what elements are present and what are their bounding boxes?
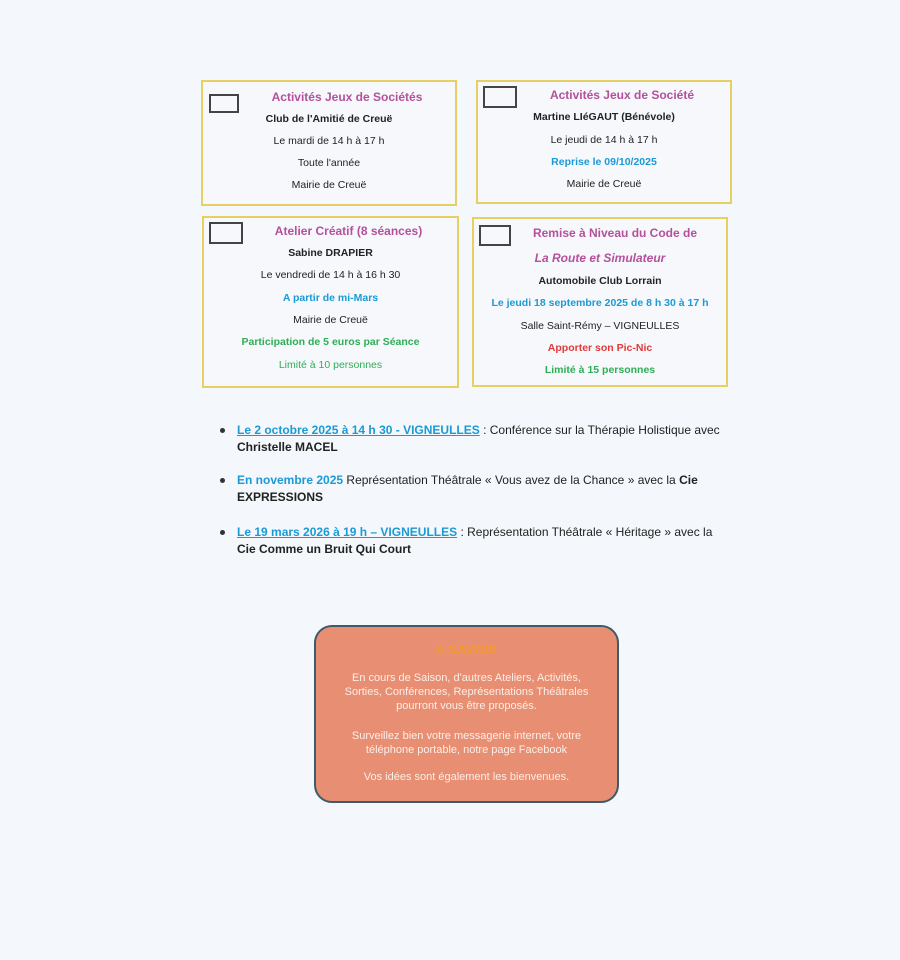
- card-jeux-societes-creue: [201, 80, 457, 206]
- card-bring: Apporter son Pic-Nic: [547, 342, 653, 354]
- info-paragraph: Vos idées sont également les bienvenues.: [363, 771, 570, 783]
- info-box: [314, 625, 619, 803]
- card-place: Salle Saint-Rémy – VIGNEULLES: [520, 320, 680, 332]
- card-schedule: Le vendredi de 14 h à 16 h 30: [260, 269, 401, 281]
- card-title: Activités Jeux de Société: [549, 88, 695, 102]
- card-place: Mairie de Creuë: [293, 314, 368, 326]
- bullet-icon: [220, 478, 225, 483]
- event-guest: Christelle MACEL: [237, 440, 338, 454]
- list-item: [220, 472, 730, 506]
- card-organizer: Club de l'Amitié de Creuë: [265, 113, 393, 125]
- card-title: Remise à Niveau du Code de: [532, 226, 698, 240]
- bullet-icon: [220, 428, 225, 433]
- card-place: Mairie de Creuë: [291, 179, 367, 191]
- checkbox-icon[interactable]: [483, 86, 517, 108]
- info-paragraph: En cours de Saison, d'autres Ateliers, Activités, Sorties, Conférences, Représentations Théâtrales pourront vous être proposés.: [344, 672, 589, 712]
- card-title: Atelier Créatif (8 séances): [274, 224, 423, 238]
- card-limit: Limité à 15 personnes: [544, 364, 656, 376]
- event-date: En novembre 2025: [237, 473, 344, 487]
- event-guest: Cie EXPRESSIONS: [237, 473, 698, 504]
- card-period: Toute l'année: [297, 157, 361, 169]
- card-organizer: Automobile Club Lorrain: [538, 275, 662, 287]
- card-jeux-societe-liegaut: [476, 80, 732, 204]
- event-guest: Cie Comme un Bruit Qui Court: [237, 542, 411, 556]
- info-heading: A SAVOIR: [435, 642, 498, 657]
- bullet-icon: [220, 530, 225, 535]
- card-price: Participation de 5 euros par Séance: [241, 336, 420, 348]
- event-text: : Représentation Théâtrale « Héritage » avec la: [457, 525, 713, 539]
- card-organizer: Martine LIéGAUT (Bénévole): [533, 111, 675, 123]
- event-date: Le 19 mars 2026 à 19 h – VIGNEULLES: [237, 525, 458, 539]
- card-schedule: Le mardi de 14 h à 17 h: [273, 135, 385, 147]
- card-title: Activités Jeux de Sociétés: [271, 90, 423, 104]
- card-schedule: Le jeudi de 14 h à 17 h: [550, 134, 658, 146]
- card-restart-date: Reprise le 09/10/2025: [551, 156, 657, 168]
- list-item: [220, 524, 730, 558]
- checkbox-icon[interactable]: [209, 222, 243, 244]
- checkbox-icon[interactable]: [209, 94, 239, 113]
- card-date: Le jeudi 18 septembre 2025 de 8 h 30 à 17 h: [491, 297, 709, 309]
- card-atelier-creatif: [202, 216, 459, 388]
- card-subtitle: La Route et Simulateur: [534, 251, 666, 265]
- list-item: [220, 422, 730, 456]
- info-paragraph: Surveillez bien votre messagerie internet, votre téléphone portable, notre page Facebook: [351, 730, 582, 756]
- card-code-de-la-route: [472, 217, 728, 387]
- event-text: : Conférence sur la Thérapie Holistique avec: [479, 423, 720, 437]
- event-date: Le 2 octobre 2025 à 14 h 30 - VIGNEULLES: [237, 423, 480, 437]
- event-text: Représentation Théâtrale « Vous avez de la Chance » avec la: [343, 473, 680, 487]
- card-start: A partir de mi-Mars: [282, 292, 379, 304]
- card-place: Mairie de Creuë: [566, 178, 642, 190]
- card-limit: Limité à 10 personnes: [278, 359, 383, 371]
- card-organizer: Sabine DRAPIER: [288, 247, 373, 259]
